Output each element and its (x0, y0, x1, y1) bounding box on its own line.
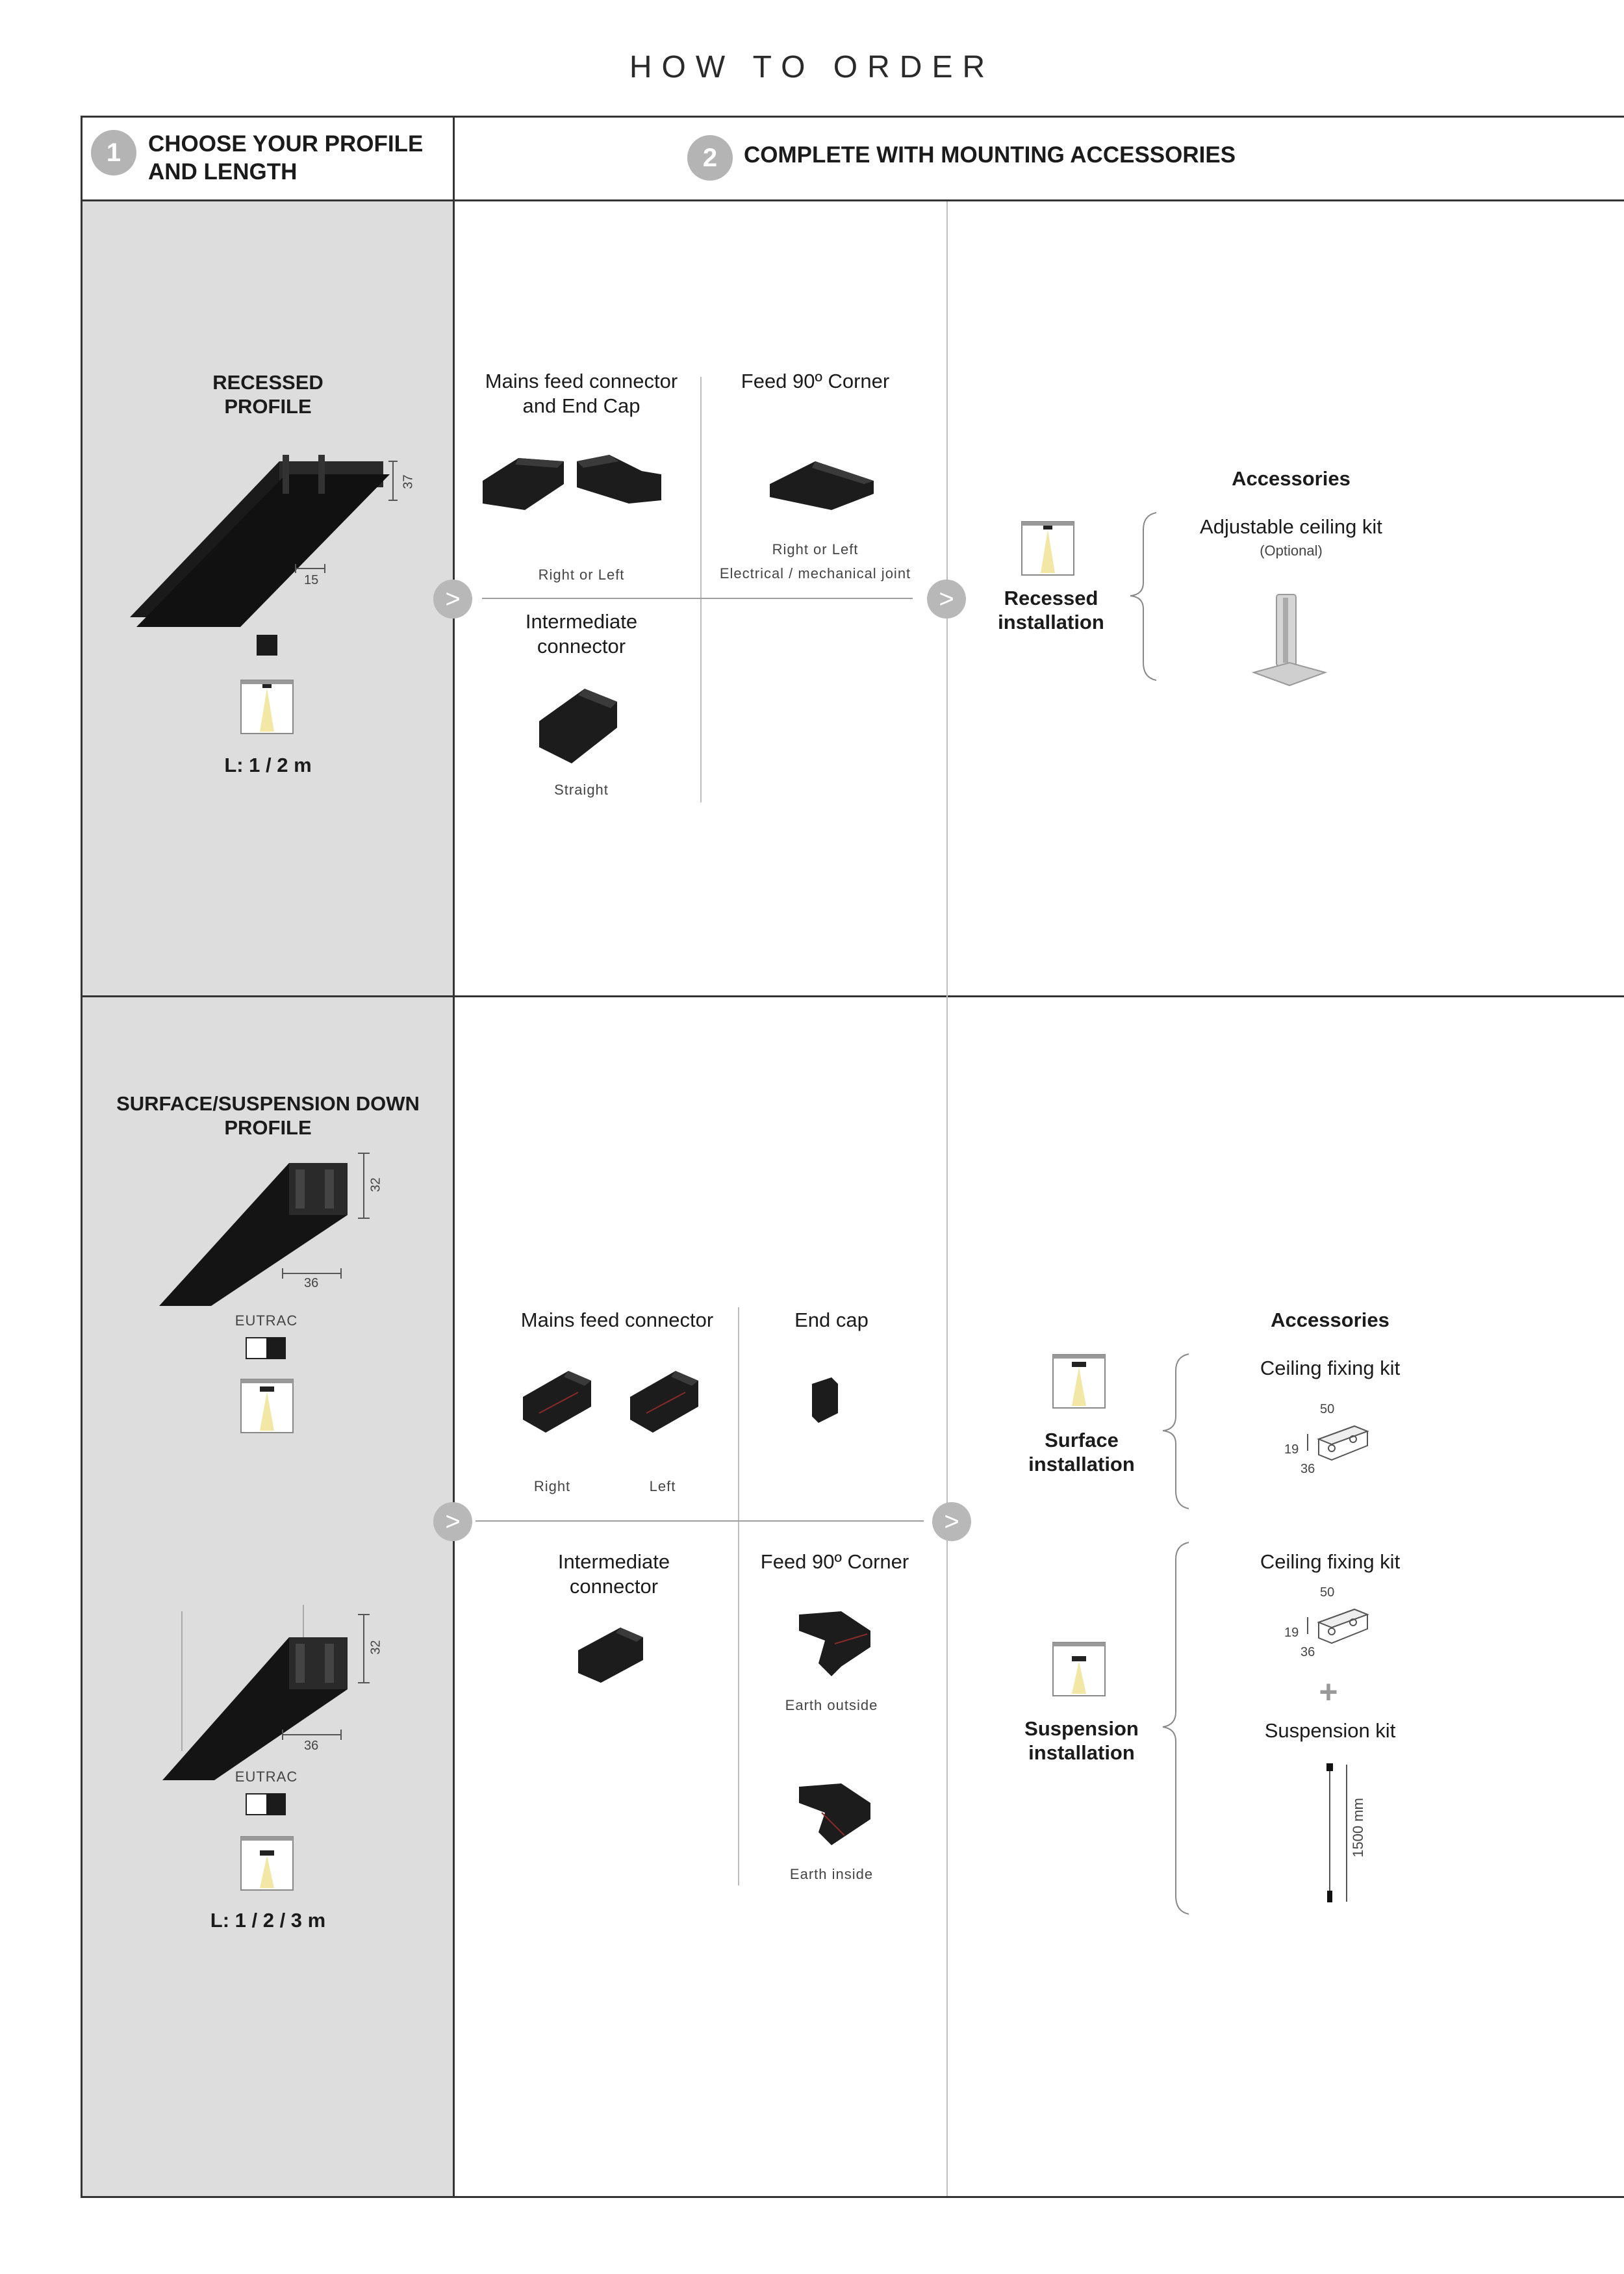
feed-corner-image (767, 455, 877, 513)
surface-length: L: 1 / 2 / 3 m (210, 1909, 326, 1932)
kit1-dim-50: 50 (1320, 1402, 1335, 1416)
end-cap-image (806, 1374, 844, 1426)
recessed-corner-note-2: Electrical / mechanical joint (719, 565, 911, 581)
surface-eutrac-label: EUTRAC (235, 1312, 298, 1329)
recessed-length: L: 1 / 2 m (224, 754, 312, 776)
recessed-connector-divider (700, 377, 702, 802)
adjustable-ceiling-kit-note: (Optional) (1260, 543, 1323, 559)
surface-height-dimension: 32 (368, 1177, 383, 1192)
recessed-installation-icon (1021, 521, 1074, 576)
column-divider (453, 116, 455, 2198)
surface-connector-row-divider (476, 1520, 924, 1522)
black-finish-swatch-suspension (266, 1793, 286, 1815)
black-finish-swatch-surface (266, 1337, 286, 1359)
kit1-dim-19: 19 (1284, 1442, 1299, 1457)
recessed-mains-feed-title: Mains feed connector and End Cap (485, 370, 678, 417)
section-divider (81, 995, 1624, 997)
recessed-intermediate-note: Straight (554, 782, 609, 798)
recessed-light-icon (240, 680, 294, 734)
end-cap-title: End cap (794, 1309, 869, 1331)
earth-inside-label: Earth inside (789, 1866, 874, 1882)
page-title: HOW TO ORDER (629, 50, 995, 84)
surface-installation-label: Surface installation (1028, 1429, 1135, 1476)
adjustable-ceiling-kit-label: Adjustable ceiling kit (1200, 515, 1382, 538)
kit1-dim-36: 36 (1300, 1462, 1315, 1476)
mains-feed-right-label: Right (533, 1478, 571, 1494)
step-1-badge: 1 (91, 130, 136, 175)
surface-width-dimension: 36 (304, 1276, 319, 1290)
suspension-installation-icon (1052, 1642, 1106, 1696)
surface-intermediate-image (575, 1621, 650, 1686)
suspension-installation-label: Suspension installation (1024, 1717, 1139, 1764)
surface-arrow-right: > (932, 1502, 971, 1541)
surface-light-icon (240, 1379, 294, 1433)
suspension-light-icon (240, 1836, 294, 1891)
surface-accessory-bracket (1160, 1351, 1192, 1511)
recessed-intermediate-title: Intermediate connector (525, 610, 638, 658)
kit2-dim-50: 50 (1320, 1585, 1335, 1600)
intermediate-connector-image (533, 682, 624, 767)
recessed-accessory-bracket (1127, 510, 1160, 682)
ceiling-fixing-kit-label-1: Ceiling fixing kit (1260, 1357, 1401, 1379)
suspension-height-dimension: 32 (368, 1640, 383, 1655)
accessory-column-divider (946, 201, 948, 2196)
surface-installation-icon (1052, 1354, 1106, 1409)
mains-feed-left-label: Left (649, 1478, 676, 1494)
mains-feed-left-image (627, 1361, 711, 1436)
step-2-badge: 2 (687, 135, 733, 181)
surface-connector-divider (738, 1307, 739, 1885)
adjustable-ceiling-kit-image (1250, 591, 1328, 689)
mains-feed-connector-image (479, 448, 668, 520)
suspension-eutrac-label: EUTRAC (235, 1769, 298, 1785)
step-2-title: COMPLETE WITH MOUNTING ACCESSORIES (744, 142, 1236, 168)
surface-arrow-left: > (433, 1502, 472, 1541)
surface-corner-title: Feed 90º Corner (760, 1550, 909, 1573)
surface-mains-feed-title: Mains feed connector (520, 1309, 714, 1331)
ceiling-fixing-kit-image-1 (1302, 1420, 1371, 1465)
suspension-width-dimension: 36 (304, 1739, 319, 1753)
recessed-arrow-left: > (433, 580, 472, 619)
suspension-accessory-bracket (1160, 1540, 1192, 1917)
earth-outside-label: Earth outside (785, 1697, 878, 1713)
kit2-dim-36: 36 (1300, 1645, 1315, 1659)
step-1-title: CHOOSE YOUR PROFILE AND LENGTH (148, 131, 424, 185)
kit2-dim-19: 19 (1284, 1626, 1299, 1640)
surface-profile-title: SURFACE/SUSPENSION DOWN PROFILE (116, 1092, 420, 1139)
recessed-arrow-right: > (927, 580, 966, 619)
surface-intermediate-title: Intermediate connector (557, 1550, 670, 1598)
mains-feed-right-image (520, 1361, 604, 1436)
recessed-installation-label: Recessed installation (998, 587, 1104, 633)
earth-outside-corner-image (796, 1605, 874, 1680)
recessed-profile-image (130, 448, 429, 643)
recessed-accessories-title: Accessories (1232, 467, 1351, 490)
plus-sign: + (1319, 1674, 1338, 1710)
recessed-height-dimension: 37 (401, 474, 416, 489)
recessed-mains-feed-note: Right or Left (538, 567, 625, 583)
suspension-kit-label: Suspension kit (1264, 1719, 1396, 1742)
suspension-cable-length: 1500 mm (1349, 1798, 1366, 1858)
recessed-width-dimension: 15 (304, 573, 319, 587)
header-divider (81, 199, 1624, 201)
ceiling-fixing-kit-label-2: Ceiling fixing kit (1260, 1550, 1401, 1573)
recessed-corner-note-1: Right or Left (772, 541, 859, 557)
recessed-connector-row-divider (482, 598, 913, 599)
surface-profile-image (159, 1150, 393, 1319)
white-finish-swatch (246, 1337, 268, 1359)
recessed-corner-title: Feed 90º Corner (741, 370, 890, 392)
surface-accessories-title: Accessories (1271, 1309, 1389, 1331)
white-finish-swatch-suspension (246, 1793, 268, 1815)
earth-inside-corner-image (796, 1777, 874, 1848)
recessed-profile-title: RECESSED PROFILE (212, 371, 324, 418)
suspension-profile-image (159, 1605, 393, 1793)
black-finish-swatch (257, 635, 277, 656)
ceiling-fixing-kit-image-2 (1302, 1603, 1371, 1648)
